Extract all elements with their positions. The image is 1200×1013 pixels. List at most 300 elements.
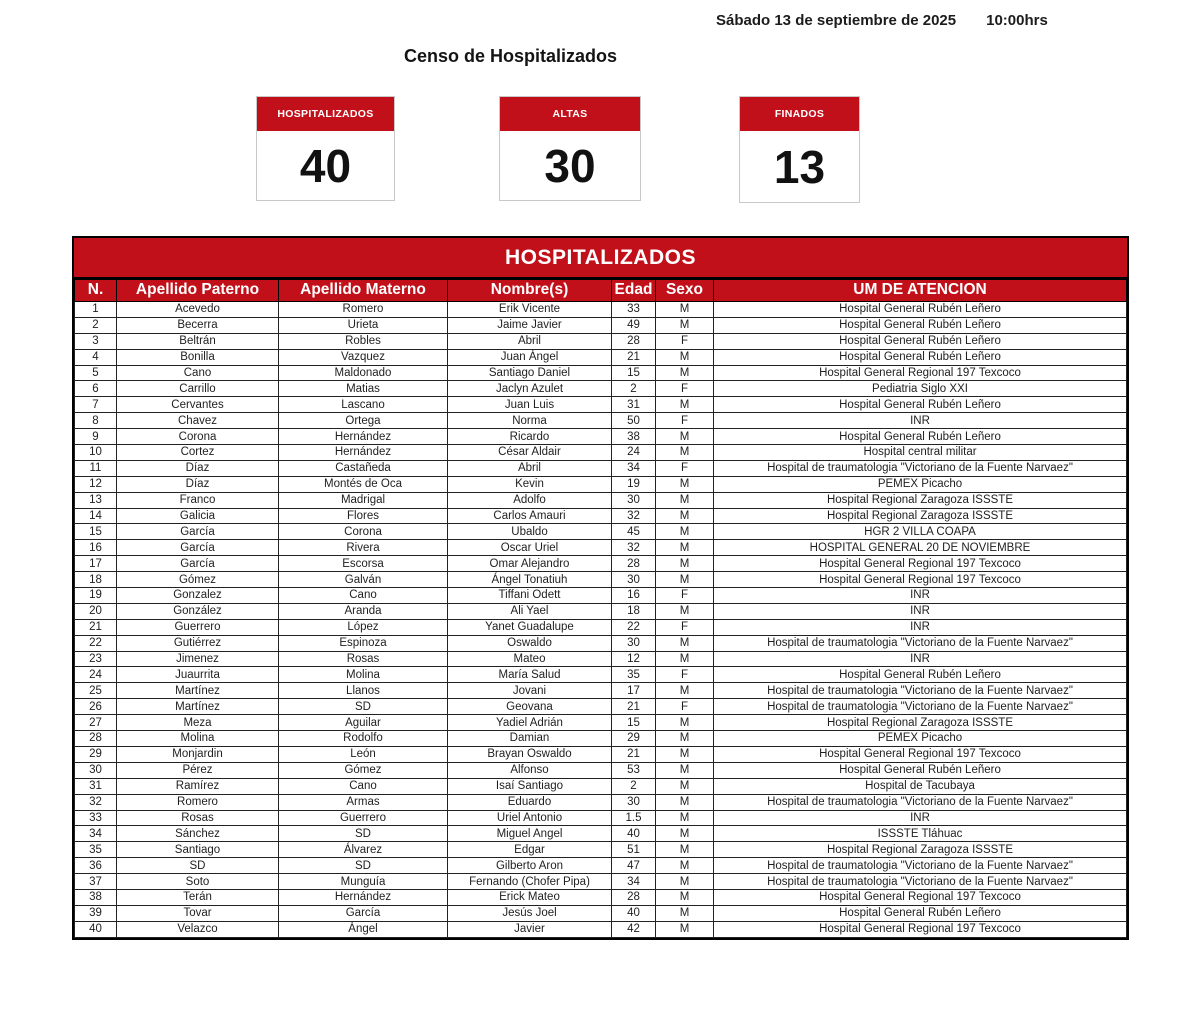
- table-cell: 13: [75, 492, 117, 508]
- table-cell: M: [656, 746, 714, 762]
- table-cell: F: [656, 619, 714, 635]
- table-cell: 32: [75, 794, 117, 810]
- table-cell: Hospital Regional Zaragoza ISSSTE: [714, 492, 1127, 508]
- table-cell: 28: [612, 889, 656, 905]
- table-cell: Chavez: [117, 413, 279, 429]
- table-cell: SD: [279, 699, 448, 715]
- table-cell: Santiago: [117, 842, 279, 858]
- table-cell: Espinoza: [279, 635, 448, 651]
- table-cell: Mateo: [448, 651, 612, 667]
- table-row: [75, 651, 1127, 667]
- table-cell: Beltrán: [117, 333, 279, 349]
- table-cell: 17: [612, 683, 656, 699]
- table-cell: Corona: [117, 429, 279, 445]
- table-row: [75, 762, 1127, 778]
- table-cell: M: [656, 349, 714, 365]
- table-cell: León: [279, 746, 448, 762]
- table-cell: Jovani: [448, 683, 612, 699]
- table-row: [75, 333, 1127, 349]
- table-cell: Monjardin: [117, 746, 279, 762]
- table-cell: 35: [612, 667, 656, 683]
- table-cell: Hospital Regional Zaragoza ISSSTE: [714, 842, 1127, 858]
- table-row: [75, 603, 1127, 619]
- table-cell: 29: [75, 746, 117, 762]
- table-cell: Romero: [279, 302, 448, 318]
- table-cell: Adolfo: [448, 492, 612, 508]
- table-cell: Edgar: [448, 842, 612, 858]
- table-cell: 15: [612, 365, 656, 381]
- table-cell: Javier: [448, 921, 612, 937]
- table-cell: 9: [75, 429, 117, 445]
- table-cell: 7: [75, 397, 117, 413]
- table-cell: 35: [75, 842, 117, 858]
- table-row: [75, 429, 1127, 445]
- table-cell: M: [656, 603, 714, 619]
- table-row: [75, 397, 1127, 413]
- table-cell: García: [279, 905, 448, 921]
- table-cell: 21: [612, 746, 656, 762]
- table-cell: Ángel Tonatiuh: [448, 572, 612, 588]
- table-cell: Hospital de traumatologia "Victoriano de la Fuente Narvaez": [714, 699, 1127, 715]
- card-finados-label: FINADOS: [740, 97, 859, 131]
- table-cell: 26: [75, 699, 117, 715]
- table-cell: Guerrero: [117, 619, 279, 635]
- table-cell: 8: [75, 413, 117, 429]
- table-cell: Erik Vicente: [448, 302, 612, 318]
- table-cell: Velazco: [117, 921, 279, 937]
- table-cell: Cano: [279, 588, 448, 604]
- table-cell: M: [656, 731, 714, 747]
- table-row: [75, 381, 1127, 397]
- table-cell: María Salud: [448, 667, 612, 683]
- table-cell: Galván: [279, 572, 448, 588]
- table-cell: Hernández: [279, 889, 448, 905]
- table-cell: García: [117, 524, 279, 540]
- table-row: [75, 635, 1127, 651]
- table-cell: Oswaldo: [448, 635, 612, 651]
- report-datetime: [716, 12, 1048, 29]
- table-cell: 30: [612, 635, 656, 651]
- table-cell: Tiffani Odett: [448, 588, 612, 604]
- table-cell: 34: [612, 874, 656, 890]
- table-cell: M: [656, 524, 714, 540]
- table-cell: Jaclyn Azulet: [448, 381, 612, 397]
- table-cell: Cano: [117, 365, 279, 381]
- table-cell: 36: [75, 858, 117, 874]
- table-cell: Gilberto Aron: [448, 858, 612, 874]
- card-hospitalizados: [256, 96, 395, 201]
- column-header-0: N.: [75, 280, 117, 302]
- table-cell: Guerrero: [279, 810, 448, 826]
- table-cell: Aranda: [279, 603, 448, 619]
- table-cell: Becerra: [117, 317, 279, 333]
- table-cell: Erick Mateo: [448, 889, 612, 905]
- table-cell: M: [656, 635, 714, 651]
- table-cell: M: [656, 683, 714, 699]
- table-cell: 21: [75, 619, 117, 635]
- table-cell: Hospital de traumatologia "Victoriano de la Fuente Narvaez": [714, 683, 1127, 699]
- table-row: [75, 683, 1127, 699]
- table-header-row: [75, 280, 1127, 302]
- table-cell: 14: [75, 508, 117, 524]
- table-cell: 34: [75, 826, 117, 842]
- table-cell: Hospital General Rubén Leñero: [714, 302, 1127, 318]
- table-cell: 45: [612, 524, 656, 540]
- table-row: [75, 619, 1127, 635]
- table-cell: Jaime Javier: [448, 317, 612, 333]
- table-cell: Gómez: [117, 572, 279, 588]
- table-cell: M: [656, 874, 714, 890]
- table-cell: M: [656, 365, 714, 381]
- table-cell: Hospital General Rubén Leñero: [714, 762, 1127, 778]
- table-cell: M: [656, 651, 714, 667]
- table-cell: Kevin: [448, 476, 612, 492]
- table-cell: M: [656, 826, 714, 842]
- table-cell: Ricardo: [448, 429, 612, 445]
- card-altas-value: 30: [544, 139, 596, 192]
- table-cell: 12: [612, 651, 656, 667]
- table-cell: 23: [75, 651, 117, 667]
- table-cell: Hernández: [279, 429, 448, 445]
- table-cell: Jimenez: [117, 651, 279, 667]
- report-date: Sábado 13 de septiembre de 2025: [716, 12, 957, 29]
- table-cell: Bonilla: [117, 349, 279, 365]
- table-cell: Gutiérrez: [117, 635, 279, 651]
- table-cell: F: [656, 381, 714, 397]
- table-cell: Hospital General Regional 197 Texcoco: [714, 365, 1127, 381]
- table-cell: Rosas: [117, 810, 279, 826]
- table-cell: Ortega: [279, 413, 448, 429]
- table-cell: Yanet Guadalupe: [448, 619, 612, 635]
- table-cell: 22: [612, 619, 656, 635]
- table-cell: 32: [612, 540, 656, 556]
- table-cell: Hospital General Regional 197 Texcoco: [714, 921, 1127, 937]
- table-cell: Carrillo: [117, 381, 279, 397]
- table-cell: Pérez: [117, 762, 279, 778]
- table-cell: Rodolfo: [279, 731, 448, 747]
- table-cell: Yadiel Adrián: [448, 715, 612, 731]
- table-cell: 18: [75, 572, 117, 588]
- table-cell: Pediatria Siglo XXI: [714, 381, 1127, 397]
- table-cell: Molina: [117, 731, 279, 747]
- table-cell: 50: [612, 413, 656, 429]
- table-cell: 42: [612, 921, 656, 937]
- table-cell: González: [117, 603, 279, 619]
- table-row: [75, 302, 1127, 318]
- table-cell: Omar Alejandro: [448, 556, 612, 572]
- table-cell: Hospital de traumatologia "Victoriano de la Fuente Narvaez": [714, 858, 1127, 874]
- table-cell: Madrigal: [279, 492, 448, 508]
- table-cell: Terán: [117, 889, 279, 905]
- table-row: [75, 317, 1127, 333]
- table-cell: 25: [75, 683, 117, 699]
- table-cell: Armas: [279, 794, 448, 810]
- table-row: [75, 746, 1127, 762]
- hospitalized-table-body: [75, 302, 1127, 938]
- table-cell: 30: [75, 762, 117, 778]
- table-cell: 10: [75, 445, 117, 461]
- table-cell: Robles: [279, 333, 448, 349]
- table-cell: Hospital General Regional 197 Texcoco: [714, 889, 1127, 905]
- table-cell: Hospital General Regional 197 Texcoco: [714, 572, 1127, 588]
- table-cell: Gonzalez: [117, 588, 279, 604]
- table-cell: M: [656, 302, 714, 318]
- table-cell: M: [656, 794, 714, 810]
- table-cell: Cortez: [117, 445, 279, 461]
- table-cell: Castañeda: [279, 460, 448, 476]
- table-cell: 37: [75, 874, 117, 890]
- table-row: [75, 874, 1127, 890]
- table-cell: Martínez: [117, 699, 279, 715]
- table-cell: SD: [279, 826, 448, 842]
- table-row: [75, 460, 1127, 476]
- table-row: [75, 921, 1127, 937]
- hospitalized-data-grid: [74, 279, 1127, 938]
- table-cell: Hospital Regional Zaragoza ISSSTE: [714, 715, 1127, 731]
- table-cell: M: [656, 858, 714, 874]
- table-cell: 47: [612, 858, 656, 874]
- table-cell: 1: [75, 302, 117, 318]
- table-cell: Franco: [117, 492, 279, 508]
- table-cell: 53: [612, 762, 656, 778]
- table-cell: Norma: [448, 413, 612, 429]
- table-cell: 40: [612, 826, 656, 842]
- table-row: [75, 349, 1127, 365]
- table-cell: Hospital de traumatologia "Victoriano de la Fuente Narvaez": [714, 874, 1127, 890]
- table-cell: Montés de Oca: [279, 476, 448, 492]
- table-cell: F: [656, 460, 714, 476]
- table-cell: 33: [75, 810, 117, 826]
- card-altas: [499, 96, 641, 201]
- table-cell: Rosas: [279, 651, 448, 667]
- table-cell: 6: [75, 381, 117, 397]
- table-cell: Rivera: [279, 540, 448, 556]
- table-cell: M: [656, 889, 714, 905]
- table-cell: M: [656, 540, 714, 556]
- table-cell: 1.5: [612, 810, 656, 826]
- column-header-1: Apellido Paterno: [117, 280, 279, 302]
- table-cell: Eduardo: [448, 794, 612, 810]
- table-cell: Carlos Amauri: [448, 508, 612, 524]
- table-cell: Ramírez: [117, 778, 279, 794]
- table-row: [75, 794, 1127, 810]
- table-row: [75, 667, 1127, 683]
- table-cell: Urieta: [279, 317, 448, 333]
- table-cell: Hospital General Regional 197 Texcoco: [714, 556, 1127, 572]
- table-cell: Galicia: [117, 508, 279, 524]
- table-row: [75, 540, 1127, 556]
- table-cell: Uriel Antonio: [448, 810, 612, 826]
- table-cell: Juan Luis: [448, 397, 612, 413]
- table-cell: 40: [75, 921, 117, 937]
- table-cell: Hospital de traumatologia "Victoriano de la Fuente Narvaez": [714, 794, 1127, 810]
- table-cell: Fernando (Chofer Pipa): [448, 874, 612, 890]
- table-cell: Llanos: [279, 683, 448, 699]
- table-cell: Santiago Daniel: [448, 365, 612, 381]
- table-row: [75, 715, 1127, 731]
- table-cell: Hospital General Rubén Leñero: [714, 317, 1127, 333]
- table-cell: 15: [612, 715, 656, 731]
- table-row: [75, 572, 1127, 588]
- table-cell: INR: [714, 413, 1127, 429]
- column-header-4: Edad: [612, 280, 656, 302]
- card-finados-value: 13: [773, 140, 826, 193]
- table-row: [75, 889, 1127, 905]
- table-cell: Díaz: [117, 476, 279, 492]
- table-row: [75, 492, 1127, 508]
- table-cell: HGR 2 VILLA COAPA: [714, 524, 1127, 540]
- table-cell: M: [656, 715, 714, 731]
- table-cell: César Aldair: [448, 445, 612, 461]
- table-cell: Sánchez: [117, 826, 279, 842]
- table-cell: 12: [75, 476, 117, 492]
- table-cell: 28: [75, 731, 117, 747]
- table-cell: 21: [612, 349, 656, 365]
- table-cell: 15: [75, 524, 117, 540]
- table-cell: F: [656, 413, 714, 429]
- table-cell: 28: [612, 556, 656, 572]
- table-cell: Munguía: [279, 874, 448, 890]
- table-cell: Ali Yael: [448, 603, 612, 619]
- table-cell: Brayan Oswaldo: [448, 746, 612, 762]
- table-cell: Díaz: [117, 460, 279, 476]
- table-cell: García: [117, 540, 279, 556]
- table-cell: Hospital General Rubén Leñero: [714, 333, 1127, 349]
- table-cell: M: [656, 397, 714, 413]
- table-cell: 22: [75, 635, 117, 651]
- table-cell: 21: [612, 699, 656, 715]
- table-cell: Juaurrita: [117, 667, 279, 683]
- table-cell: 2: [612, 778, 656, 794]
- table-cell: Ángel: [279, 921, 448, 937]
- table-cell: Hospital General Rubén Leñero: [714, 429, 1127, 445]
- card-hospitalizados-label: HOSPITALIZADOS: [257, 97, 394, 131]
- table-cell: Hospital de traumatologia "Victoriano de la Fuente Narvaez": [714, 460, 1127, 476]
- table-cell: 38: [75, 889, 117, 905]
- table-cell: Molina: [279, 667, 448, 683]
- table-cell: INR: [714, 810, 1127, 826]
- table-cell: Jesús Joel: [448, 905, 612, 921]
- table-cell: 2: [75, 317, 117, 333]
- table-cell: 31: [612, 397, 656, 413]
- table-cell: Acevedo: [117, 302, 279, 318]
- table-cell: 38: [612, 429, 656, 445]
- table-row: [75, 858, 1127, 874]
- table-cell: 30: [612, 492, 656, 508]
- table-row: [75, 508, 1127, 524]
- table-cell: 30: [612, 794, 656, 810]
- table-cell: PEMEX Picacho: [714, 476, 1127, 492]
- table-cell: Isaí Santiago: [448, 778, 612, 794]
- table-cell: Damian: [448, 731, 612, 747]
- column-header-5: Sexo: [656, 280, 714, 302]
- table-cell: M: [656, 476, 714, 492]
- table-cell: M: [656, 778, 714, 794]
- table-cell: 28: [612, 333, 656, 349]
- table-cell: F: [656, 333, 714, 349]
- table-cell: 39: [75, 905, 117, 921]
- report-time: 10:00hrs: [986, 12, 1048, 29]
- table-cell: 11: [75, 460, 117, 476]
- table-cell: Tovar: [117, 905, 279, 921]
- card-altas-label: ALTAS: [500, 97, 640, 131]
- table-cell: García: [117, 556, 279, 572]
- table-cell: 32: [612, 508, 656, 524]
- table-cell: 3: [75, 333, 117, 349]
- table-cell: Aguilar: [279, 715, 448, 731]
- table-cell: Soto: [117, 874, 279, 890]
- table-cell: M: [656, 429, 714, 445]
- table-cell: 4: [75, 349, 117, 365]
- table-cell: Hospital central militar: [714, 445, 1127, 461]
- table-cell: Hospital General Rubén Leñero: [714, 397, 1127, 413]
- table-cell: 40: [612, 905, 656, 921]
- table-cell: Romero: [117, 794, 279, 810]
- table-cell: Gómez: [279, 762, 448, 778]
- card-finados: [739, 96, 860, 203]
- table-cell: M: [656, 842, 714, 858]
- table-cell: Oscar Uriel: [448, 540, 612, 556]
- table-cell: INR: [714, 651, 1127, 667]
- table-cell: 51: [612, 842, 656, 858]
- column-header-3: Nombre(s): [448, 280, 612, 302]
- table-cell: Martínez: [117, 683, 279, 699]
- table-cell: 34: [612, 460, 656, 476]
- table-cell: PEMEX Picacho: [714, 731, 1127, 747]
- table-cell: 16: [612, 588, 656, 604]
- table-cell: Corona: [279, 524, 448, 540]
- table-cell: Flores: [279, 508, 448, 524]
- hospitalized-table: [72, 236, 1129, 940]
- table-row: [75, 842, 1127, 858]
- table-cell: M: [656, 508, 714, 524]
- table-cell: M: [656, 317, 714, 333]
- table-cell: M: [656, 492, 714, 508]
- table-cell: HOSPITAL GENERAL 20 DE NOVIEMBRE: [714, 540, 1127, 556]
- table-cell: M: [656, 445, 714, 461]
- table-cell: 24: [612, 445, 656, 461]
- table-cell: Cano: [279, 778, 448, 794]
- column-header-2: Apellido Materno: [279, 280, 448, 302]
- table-title: HOSPITALIZADOS: [74, 238, 1127, 279]
- table-cell: 2: [612, 381, 656, 397]
- table-row: [75, 365, 1127, 381]
- table-cell: Hospital General Regional 197 Texcoco: [714, 746, 1127, 762]
- table-cell: Abril: [448, 460, 612, 476]
- table-row: [75, 778, 1127, 794]
- table-cell: Hospital General Rubén Leñero: [714, 667, 1127, 683]
- table-row: [75, 588, 1127, 604]
- table-row: [75, 556, 1127, 572]
- table-cell: SD: [279, 858, 448, 874]
- table-row: [75, 905, 1127, 921]
- table-cell: 49: [612, 317, 656, 333]
- table-cell: Alfonso: [448, 762, 612, 778]
- column-header-6: UM DE ATENCION: [714, 280, 1127, 302]
- table-cell: Hospital General Rubén Leñero: [714, 905, 1127, 921]
- table-cell: M: [656, 905, 714, 921]
- table-cell: F: [656, 588, 714, 604]
- table-row: [75, 445, 1127, 461]
- table-cell: Hospital Regional Zaragoza ISSSTE: [714, 508, 1127, 524]
- table-row: [75, 524, 1127, 540]
- table-cell: Álvarez: [279, 842, 448, 858]
- table-cell: López: [279, 619, 448, 635]
- table-cell: SD: [117, 858, 279, 874]
- table-row: [75, 731, 1127, 747]
- table-row: [75, 810, 1127, 826]
- table-cell: 18: [612, 603, 656, 619]
